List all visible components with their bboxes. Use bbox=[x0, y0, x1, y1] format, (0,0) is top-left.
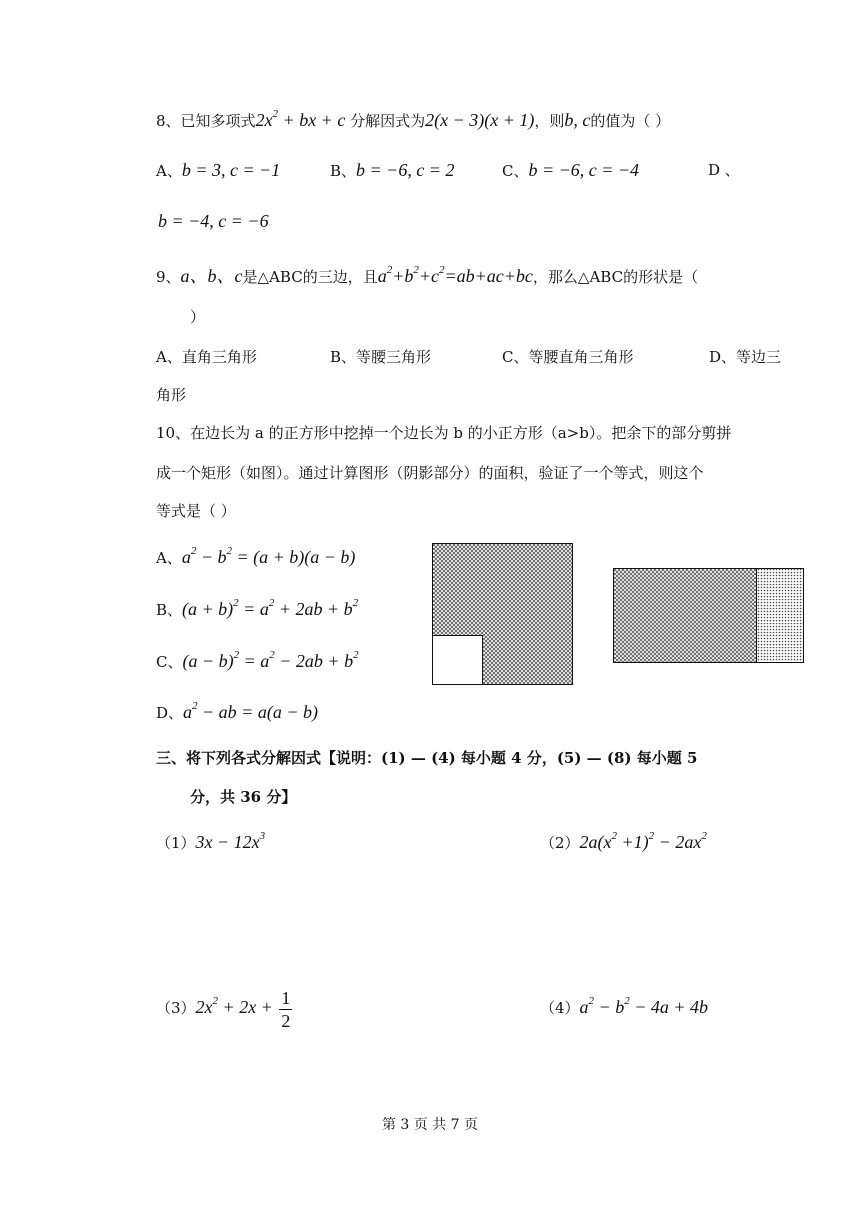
section3-heading-line1: 三、将下列各式分解因式【说明：(1) — (4) 每小题 4 分，(5) — (8) 每小题 5 bbox=[156, 749, 698, 767]
q8-option-d-expr: b = −4, c = −6 bbox=[158, 211, 269, 231]
q9-option-c: C、等腰直角三角形 bbox=[502, 348, 634, 366]
q9-option-d: D、等边三 bbox=[709, 348, 782, 366]
problem-3: $(3)2x^2 + 2x$ + $\frac{1}{2}$ bbox=[156, 987, 291, 1031]
q9-option-b: B、等腰三角形 bbox=[330, 348, 432, 366]
q8-poly: $2x^2$ + bx + c bbox=[255, 108, 346, 130]
q8-vars: b, c bbox=[564, 110, 591, 130]
q8-lead: 8、已知多项式 bbox=[156, 112, 256, 130]
q8-option-d-label: D 、 bbox=[708, 161, 740, 179]
page-footer: 第 3 页 共 7 页 bbox=[381, 1117, 479, 1133]
q9-line: 9、a、b、c是△ABC的三边，且$a^2+b^2+c^2=ab+ac+bc$，那么△ABC的形状是（ bbox=[156, 264, 699, 286]
problem-2: $(2)2a(x^2 +1)^2 - 2ax^2$ bbox=[540, 830, 707, 852]
q9-close-paren: ） bbox=[190, 308, 206, 326]
rectangle-right-part bbox=[757, 569, 804, 663]
problem-1: $(1)3x - 12x^3$ bbox=[156, 830, 266, 852]
q10-line1: 10、在边长为 a 的正方形中挖掉一个边长为 b 的小正方形（a>b）。把余下的部分剪拼 bbox=[156, 424, 732, 442]
q10-option-d: D、$a^2$ − ab = a(a − b) bbox=[156, 700, 318, 722]
q10-figure-rectangle bbox=[613, 568, 805, 664]
q9-vars: a、b、c bbox=[180, 266, 243, 286]
q8-line: 8、已知多项式$2x^2$ + bx + c 分解因式为2(x − 3)(x + 1)，则b, c的值为（ ） bbox=[156, 108, 671, 130]
q9-option-d-wrap: 角形 bbox=[156, 386, 187, 404]
q8-mid: 分解因式为 bbox=[350, 112, 426, 130]
rectangle-left-part bbox=[614, 569, 757, 663]
q10-line2: 成一个矩形（如图）。通过计算图形（阴影部分）的面积，验证了一个等式，则这个 bbox=[156, 464, 704, 482]
problem-4: $(4)a^2 - b^2 - 4a + 4b$ bbox=[540, 995, 708, 1017]
q8-option-a: A、b = 3, c = −1 bbox=[156, 160, 281, 180]
q10-option-c: C、$(a - b)^2 = a^2 - 2ab + b^2$ bbox=[156, 649, 359, 671]
q8-option-b: B、b = −6, c = 2 bbox=[330, 160, 455, 180]
q10-option-b: B、$(a + b)^2 = a^2 + 2ab + b^2$ bbox=[156, 597, 359, 619]
q10-line3: 等式是（ ） bbox=[156, 502, 236, 520]
section3-heading-line2: 分，共 36 分】 bbox=[190, 788, 297, 806]
q9-equation: $a^2+b^2+c^2=ab+ac+bc$ bbox=[377, 264, 533, 286]
q10-figure-square bbox=[432, 543, 574, 686]
cutout-square bbox=[433, 636, 483, 685]
q10-option-a: A、$a^2 - b^2 = (a + b)(a - b)$ bbox=[156, 545, 356, 567]
q9-option-a: A、直角三角形 bbox=[156, 348, 257, 366]
q8-factored: 2(x − 3)(x + 1) bbox=[425, 110, 535, 130]
one-half-fraction: $\frac{1}{2}$ bbox=[281, 987, 291, 1031]
q8-option-c: C、b = −6, c = −4 bbox=[502, 160, 640, 180]
